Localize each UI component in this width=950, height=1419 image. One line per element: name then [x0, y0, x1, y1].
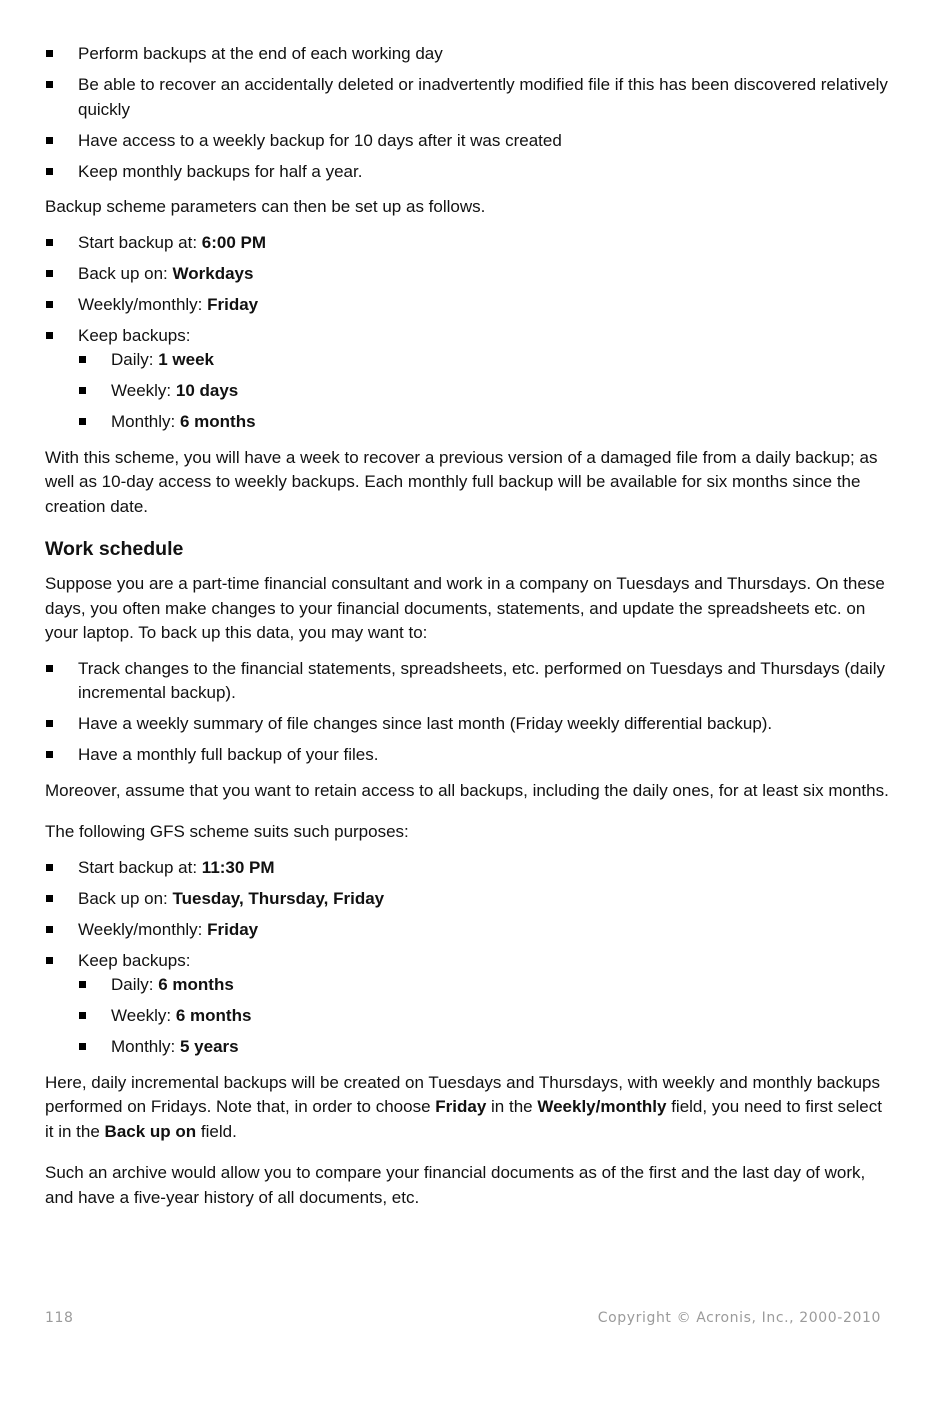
here-text-1: Here, daily incremental backups will be created on Tuesdays and Thursdays, with weekly and monthly backups performed on Fridays. Note that, in order to choose — [45, 1072, 881, 1116]
list-item — [78, 1004, 890, 1029]
list-item: Perform backups at the end of each working day — [45, 42, 890, 67]
param-value: 1 week — [158, 350, 214, 369]
list-item: Be able to recover an accidentally deleted or inadvertently modified file if this has been discovered relatively quickly — [45, 73, 890, 122]
param-value: 11:30 PM — [201, 857, 275, 877]
scheme1-parameter-list — [45, 231, 890, 349]
list-item — [78, 379, 890, 404]
list-item — [45, 231, 890, 256]
copyright-notice: Copyright © Acronis, Inc., 2000-2010 — [597, 1310, 881, 1326]
here-bold-weekly-monthly: Weekly/monthly — [537, 1097, 667, 1116]
intro-bullet-list — [45, 42, 890, 184]
param-value: 6 months — [179, 412, 256, 431]
work-intro-paragraph: Suppose you are a part-time financial consultant and work in a company on Tuesdays and Thursdays. On these days, you often make changes to your financial documents, statements, and update the spreadsheets etc. on your laptop. To back up this data, you may want to: — [45, 574, 885, 642]
here-bold-back-up-on: Back up on — [104, 1121, 197, 1141]
gfs-intro-paragraph: The following GFS scheme suits such purposes: — [45, 822, 409, 841]
list-item — [45, 324, 890, 349]
scheme2-parameter-list — [45, 856, 890, 974]
param-label: Daily: — [111, 350, 159, 369]
list-item — [78, 973, 890, 998]
list-item: Track changes to the financial statements, spreadsheets, etc. performed on Tuesdays and Thursdays (daily incremental backup). — [45, 657, 890, 706]
list-item — [45, 856, 890, 881]
param-value: Tuesday, Thursday, Friday — [172, 888, 385, 908]
list-item — [45, 887, 890, 912]
param-value: Workdays — [172, 263, 254, 283]
list-item — [78, 410, 890, 435]
param-label: Back up on: — [78, 263, 173, 283]
param-value: 6:00 PM — [201, 232, 267, 252]
list-item — [45, 262, 890, 287]
page-number: 118 — [45, 1310, 74, 1326]
param-value: Friday — [207, 919, 259, 939]
list-item: Keep monthly backups for half a year. — [45, 160, 890, 185]
list-item — [78, 348, 890, 373]
here-paragraph — [45, 1071, 890, 1145]
param-label: Daily: — [111, 975, 159, 994]
list-item — [45, 918, 890, 943]
list-item: Have a weekly summary of file changes since last month (Friday weekly differential backup). — [45, 712, 890, 737]
param-label: Weekly: — [111, 381, 176, 400]
list-item — [45, 293, 890, 318]
param-label: Weekly/monthly: — [78, 294, 208, 314]
here-text-2: in the — [486, 1097, 538, 1116]
param-label: Weekly: — [111, 1006, 176, 1025]
param-label: Start backup at: — [78, 232, 202, 252]
list-item — [45, 949, 890, 974]
param-label: Keep backups: — [78, 325, 191, 345]
param-value: 10 days — [175, 381, 239, 400]
scheme1-summary-paragraph: With this scheme, you will have a week to recover a previous version of a damaged file from a daily backup; as well as 10-day access to weekly backups. Each monthly full backup will be available for six months since the creation date. — [45, 447, 878, 516]
moreover-paragraph: Moreover, assume that you want to retain access to all backups, including the daily ones, for at least six months. — [45, 780, 889, 800]
list-item: Have access to a weekly backup for 10 days after it was created — [45, 129, 890, 154]
param-value: 6 months — [158, 975, 234, 994]
param-value: Friday — [207, 294, 259, 314]
list-item: Have a monthly full backup of your files. — [45, 743, 890, 768]
scheme2-retention-list — [45, 973, 890, 1060]
params-intro-paragraph: Backup scheme parameters can then be set up as follows. — [45, 197, 486, 216]
section-heading: Work schedule — [45, 538, 184, 560]
closing-paragraph: Such an archive would allow you to compare your financial documents as of the first and the last day of work, and have a five-year history of all documents, etc. — [45, 1163, 866, 1207]
page-content — [45, 42, 890, 1221]
param-label: Monthly: — [111, 1037, 180, 1056]
here-bold-friday: Friday — [435, 1097, 487, 1116]
list-item — [78, 1035, 890, 1060]
param-label: Monthly: — [111, 412, 180, 431]
work-bullet-list — [45, 657, 890, 768]
param-value: 5 years — [179, 1037, 239, 1056]
param-label: Weekly/monthly: — [78, 919, 208, 939]
param-value: 6 months — [175, 1006, 252, 1025]
scheme1-retention-list — [45, 348, 890, 435]
here-text-3: field, you need to first select it in the — [45, 1097, 882, 1141]
param-label: Start backup at: — [78, 857, 202, 877]
param-label: Keep backups: — [78, 950, 191, 970]
here-text-4: field. — [196, 1121, 237, 1141]
param-label: Back up on: — [78, 888, 173, 908]
